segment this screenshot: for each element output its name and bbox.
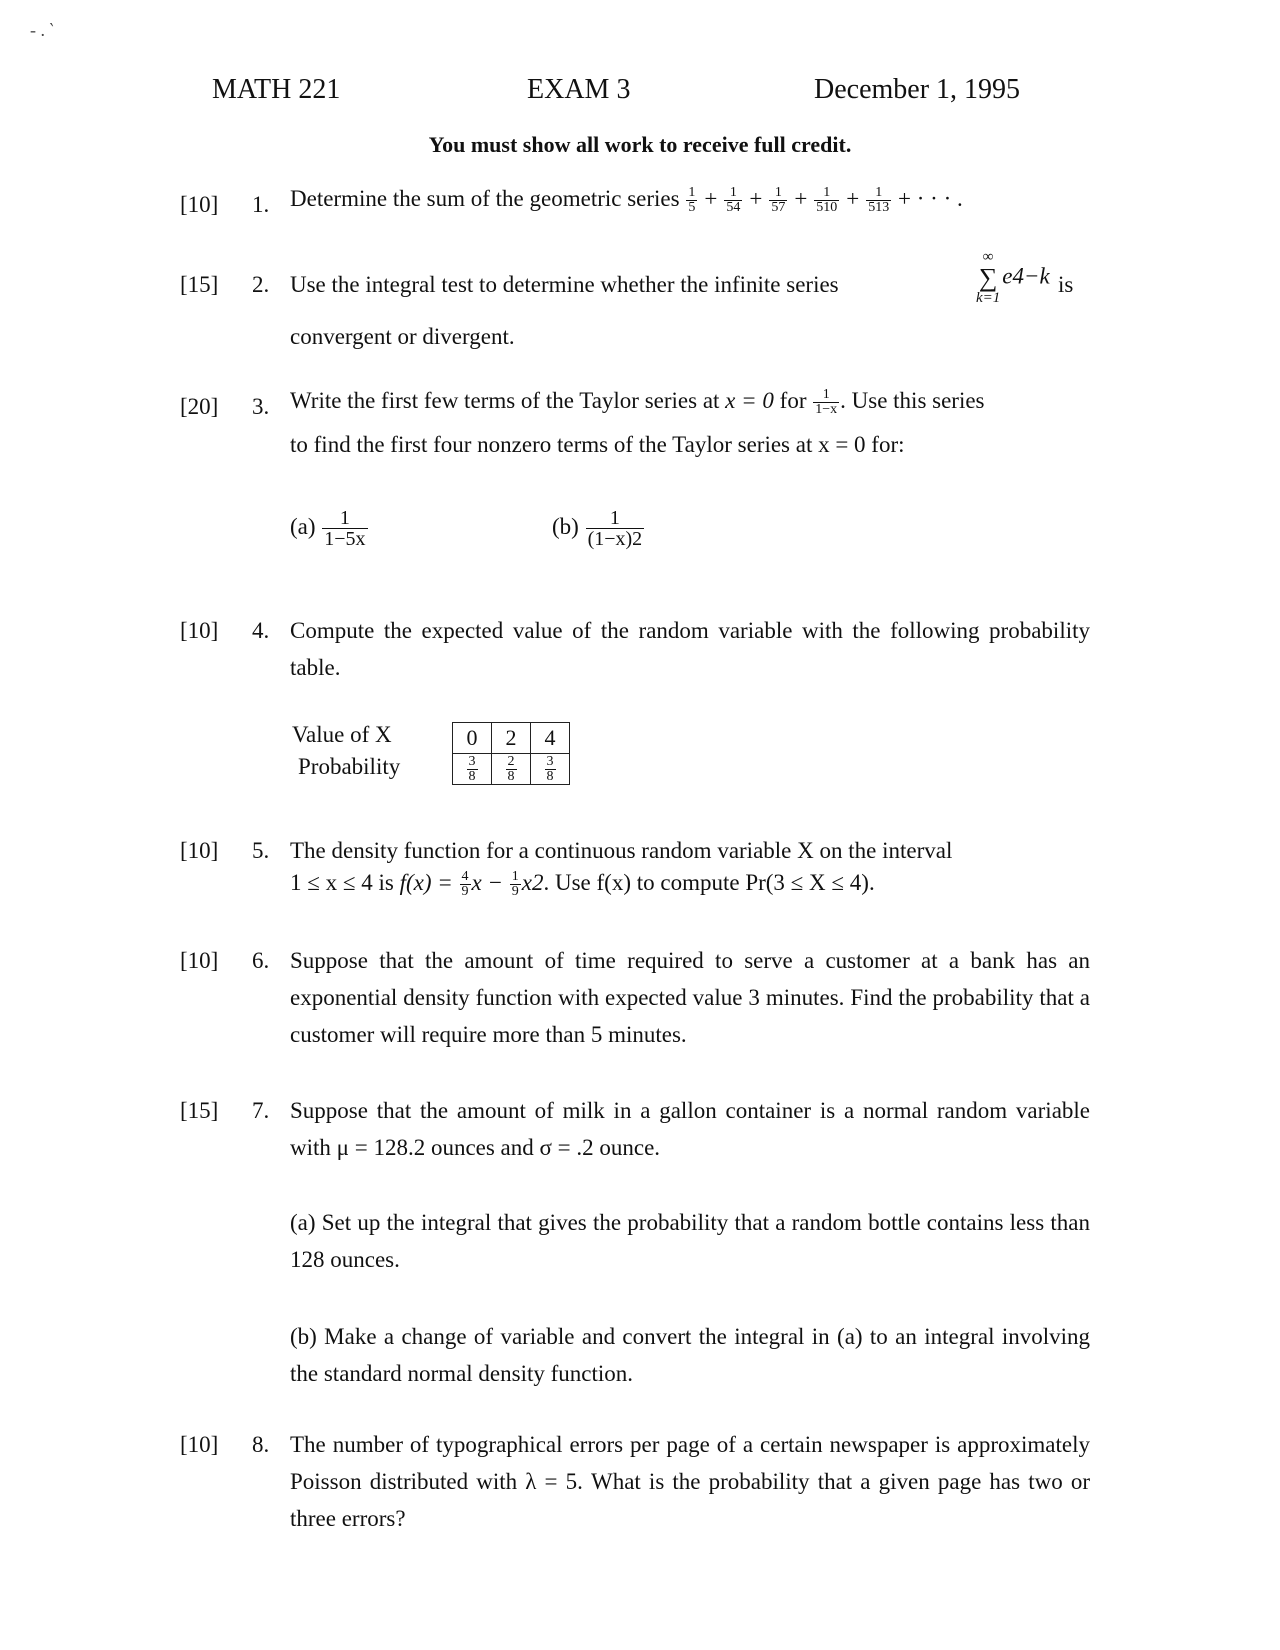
fraction: $\frac{1}{9}$ (511, 869, 519, 900)
table-cell: 0 (453, 723, 492, 754)
problem-5-points: [10] (180, 838, 219, 863)
problem-7-part-b: (b) Make a change of variable and convert the integral in (a) to an integral involving the standard normal density function. (290, 1324, 1090, 1386)
table-cell: 4 (531, 723, 570, 754)
fraction: $\frac{1}{57}$ (771, 185, 786, 216)
problem-4-number: 4. (252, 618, 270, 643)
fraction: $\frac{1}{5}$ (688, 185, 696, 216)
problem-2-points: [15] (180, 272, 219, 297)
problem-8-number: 8. (252, 1432, 270, 1457)
problem-6-points: [10] (180, 948, 219, 973)
table-cell: $\frac{2}{8}$ (492, 754, 531, 785)
problem-6-number: 6. (252, 948, 270, 973)
problem-4-text: Compute the expected value of the random variable with the following probability table. (290, 618, 1090, 680)
problem-8-text: The number of typographical errors per page of a certain newspaper is approximately Poisson distributed with λ = 5. What is the probability that a given page has two or three errors? (290, 1432, 1090, 1531)
fraction: $\frac{1}{510}$ (816, 185, 838, 216)
problem-3-line1: Write the first few terms of the Taylor series at x = 0 for $\frac{1}{1-x}$ . Use this series (290, 387, 985, 418)
problem-7-points: [15] (180, 1098, 219, 1123)
problem-6-text: Suppose that the amount of time required to serve a customer at a bank has an exponential density function with expected value 3 minutes. Find the probability that a customer will require more than 5 minutes. (290, 948, 1090, 1047)
probability-table (452, 722, 570, 785)
problem-3-part-a: (a) $\frac{1}{1-5x}$ (290, 507, 366, 550)
fraction: $\frac{1}{1-5x}$ (324, 507, 366, 550)
problem-4-points: [10] (180, 618, 219, 643)
problem-5-number: 5. (252, 838, 270, 863)
problem-2-number: 2. (252, 272, 270, 297)
problem-3-part-b: (b) $\frac{1}{(1-x)2}$ (552, 507, 643, 550)
fraction: $\frac{1}{513}$ (868, 185, 890, 216)
problem-2-text: Use the integral test to determine whether the infinite series (290, 272, 839, 297)
problem-3-points: [20] (180, 394, 219, 419)
table-label-value: Value of X (292, 722, 392, 747)
table-row (453, 723, 570, 754)
problem-2-is: is (1058, 272, 1074, 297)
problem-2-line2: convergent or divergent. (290, 324, 515, 349)
fraction: $\frac{4}{9}$ (461, 869, 469, 900)
exam-title: EXAM 3 (527, 74, 631, 105)
table-cell: 2 (492, 723, 531, 754)
problem-7-text: Suppose that the amount of milk in a gallon container is a normal random variable with μ = 128.2 ounces and σ = .2 ounce. (290, 1098, 1090, 1160)
table-cell: $\frac{3}{8}$ (453, 754, 492, 785)
exam-date: December 1, 1995 (814, 74, 1021, 105)
table-row (453, 754, 570, 785)
problem-5-line1: The density function for a continuous random variable X on the interval (290, 838, 953, 863)
course-name: MATH 221 (212, 74, 341, 105)
problem-1-number: 1. (252, 192, 270, 217)
problem-8-points: [10] (180, 1432, 219, 1457)
problem-3-number: 3. (252, 394, 270, 419)
table-cell: $\frac{3}{8}$ (531, 754, 570, 785)
problem-7-number: 7. (252, 1098, 270, 1123)
table-label-probability: Probability (298, 754, 401, 779)
stray-marks: - . ‵ (30, 20, 54, 40)
problem-5-line2: 1 ≤ x ≤ 4 is f(x) = $\frac{4}{9}$ x − $\frac{1}{9}$ x2. Use f(x) to compute Pr(3 ≤ X ≤ 4). (290, 869, 875, 900)
problem-7-part-a: (a) Set up the integral that gives the probability that a random bottle contains less than 128 ounces. (290, 1210, 1090, 1272)
fraction: $\frac{1}{54}$ (726, 185, 741, 216)
series-sum: ∞ ∑ k=1 e4−k (976, 249, 1050, 306)
fraction: $\frac{1}{(1-x)2}$ (587, 507, 643, 550)
problem-1-text: Determine the sum of the geometric series $\frac{1}{5}$ + $\frac{1}{54}$ + $\frac{1}{57}$ + $\frac{1}{510}$ + $\frac{1}{513}$ + · · · . (290, 185, 963, 216)
fraction: $\frac{1}{1-x}$ (815, 387, 838, 418)
problem-3-line2: to find the first four nonzero terms of the Taylor series at x = 0 for: (290, 432, 905, 457)
problem-1-points: [10] (180, 192, 219, 217)
instructions-notice: You must show all work to receive full credit. (428, 132, 852, 157)
